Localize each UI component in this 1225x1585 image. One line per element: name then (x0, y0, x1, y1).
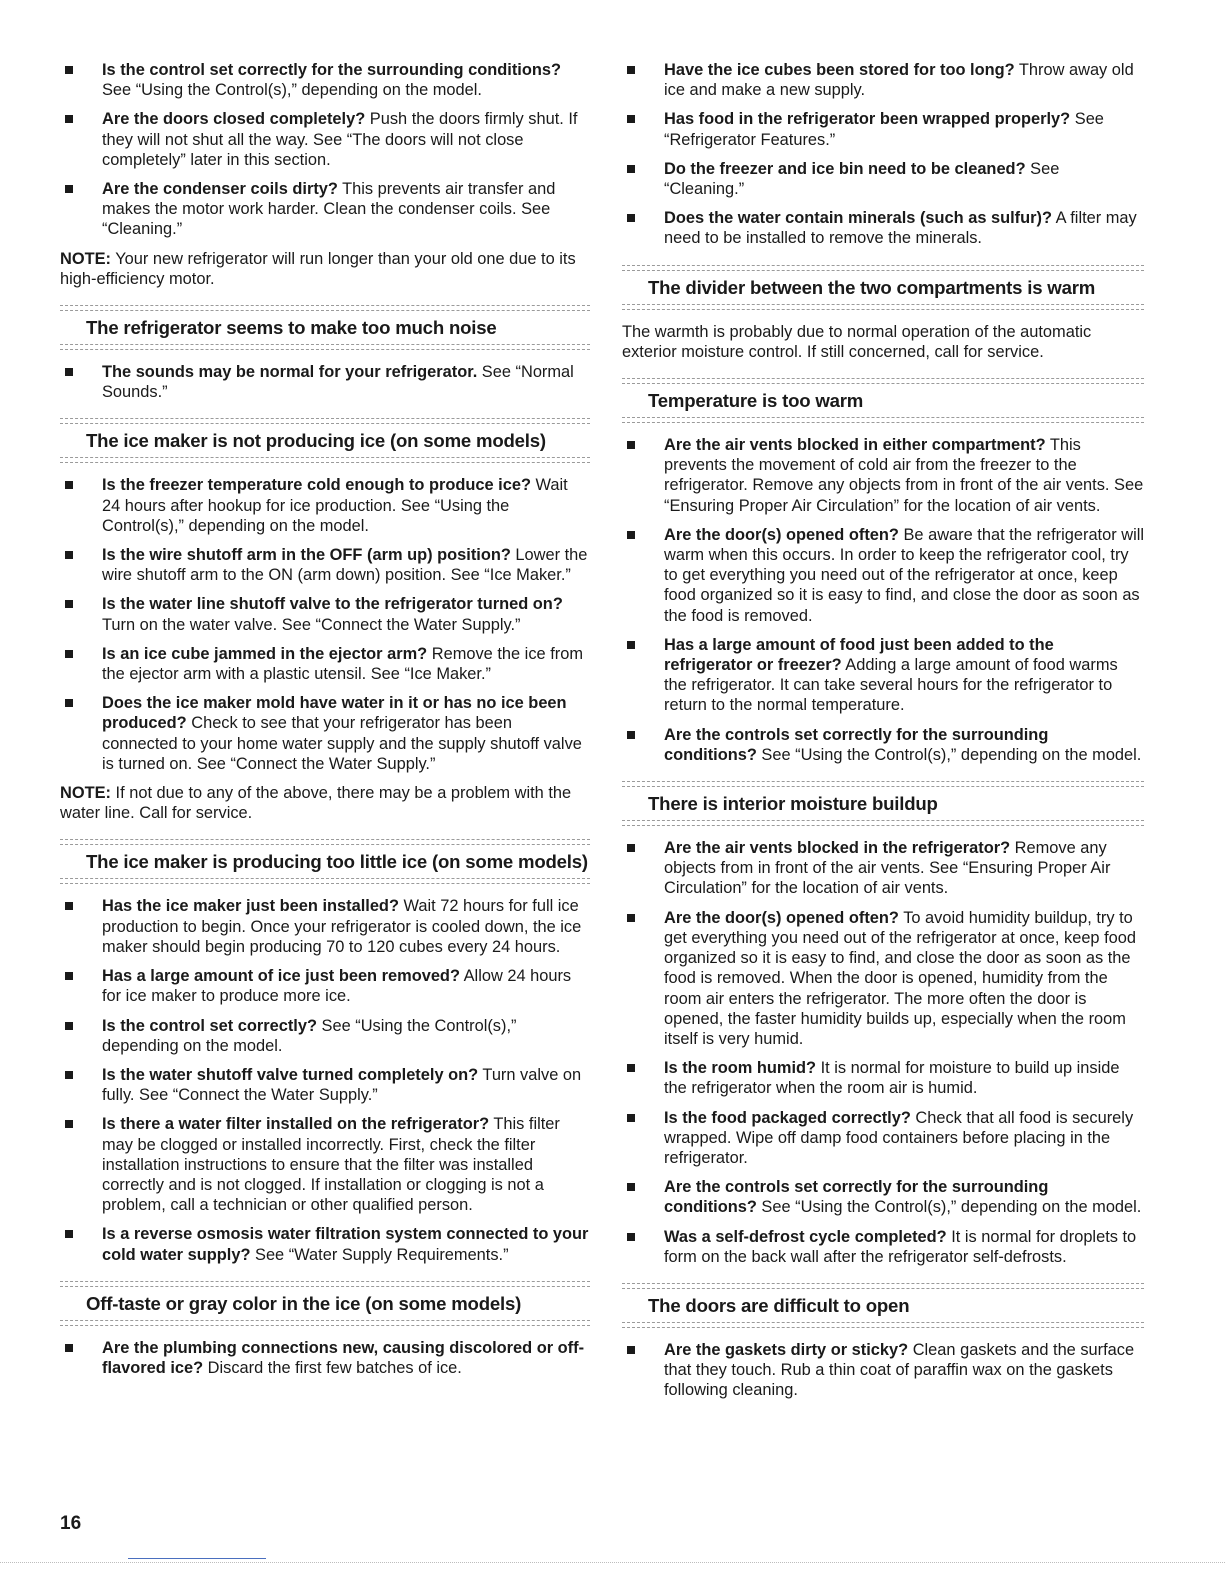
heading-text: Off-taste or gray color in the ice (on some models) (86, 1292, 522, 1314)
bullet-list (622, 838, 1144, 1267)
answer-text: Allow 24 hours for ice maker to produce more ice. (102, 967, 572, 1006)
square-bullet-icon (65, 1344, 73, 1352)
answer-text: See “Using the Control(s),” depending on the model. (102, 1016, 517, 1055)
list-item (60, 1338, 590, 1378)
question-text: Is the control set correctly? (102, 1016, 317, 1035)
answer-text: Push the doors firmly shut. If they will not shut all the way. See “The doors will not close completely” later in this section. (102, 110, 578, 169)
answer-text: Discard the first few batches of ice. (203, 1358, 462, 1377)
answer-text: Wait 72 hours for full ice production to begin. Once your refrigerator is cooled down, the ice maker should begin producing 70 to 120 cubes every 24 hours. (102, 897, 582, 956)
square-bullet-icon (65, 902, 73, 910)
question-text: Are the air vents blocked in the refrigerator? (664, 839, 1011, 858)
square-bullet-icon (65, 972, 73, 980)
divider-rule (60, 878, 590, 884)
bullet-list (622, 60, 1144, 249)
square-bullet-icon (627, 844, 635, 852)
square-bullet-icon (627, 165, 635, 173)
question-text: Is the room humid? (664, 1059, 817, 1078)
list-item (60, 1114, 590, 1215)
square-bullet-icon (65, 650, 73, 658)
heading-text: The divider between the two compartments is warm (648, 276, 1096, 298)
square-bullet-icon (627, 1114, 635, 1122)
bottom-rule (0, 1562, 1225, 1563)
list-item (622, 725, 1144, 765)
bullet-list (60, 896, 590, 1264)
bullet-list (60, 475, 590, 774)
list-item (622, 109, 1144, 149)
section-heading (60, 839, 590, 884)
answer-text: This prevents air transfer and makes the motor work harder. Clean the condenser coils. See “Cleaning.” (102, 180, 556, 239)
question-text: Is the water shutoff valve turned completely on? (102, 1065, 479, 1084)
bullet-list (622, 435, 1144, 765)
question-text: Does the water contain minerals (such as sulfur)? (664, 209, 1053, 228)
divider-rule (622, 417, 1144, 423)
answer-text: Be aware that the refrigerator will warm when this occurs. In order to keep the refrigerator cool, try to get everything you need out of the refrigerator at once, keep food organized so it is easy to find, and close the door as soon as the food is removed. (664, 525, 1144, 625)
square-bullet-icon (627, 1346, 635, 1354)
square-bullet-icon (627, 66, 635, 74)
answer-text: It is normal for moisture to build up inside the refrigerator when the room air is humid. (664, 1059, 1120, 1098)
question-text: Are the door(s) opened often? (664, 908, 899, 927)
answer-text: Clean gaskets and the surface that they touch. Rub a thin coat of paraffin wax on the gaskets following cleaning. (664, 1340, 1135, 1400)
question-text: Is the wire shutoff arm in the OFF (arm up) position? (102, 546, 511, 565)
list-item (622, 1108, 1144, 1169)
note-text: Your new refrigerator will run longer than your old one due to its high-efficiency motor. (60, 249, 576, 288)
answer-text: See “Water Supply Requirements.” (250, 1245, 509, 1264)
section-heading (60, 418, 590, 463)
question-text: Are the doors closed completely? (102, 110, 366, 129)
square-bullet-icon (627, 1183, 635, 1191)
answer-text: See “Refrigerator Features.” (664, 110, 1104, 149)
question-text: Are the controls set correctly for the surrounding conditions? (664, 1178, 1049, 1217)
question-text: The sounds may be normal for your refrigerator. (102, 363, 478, 382)
list-item (60, 1065, 590, 1105)
square-bullet-icon (65, 551, 73, 559)
list-item (60, 644, 590, 684)
heading-text: The ice maker is producing too little ice (on some models) (86, 851, 588, 873)
square-bullet-icon (627, 731, 635, 739)
question-text: Is there a water filter installed on the refrigerator? (102, 1115, 490, 1134)
answer-text: To avoid humidity buildup, try to get everything you need out of the refrigerator at once, keep food organized so it is easy to find, and close the door as soon as the food is removed. When the door is opened, humidity from the room air enters the refrigerator. The more often the door is opened, the faster humidity builds up, especially when the room itself is very humid. (664, 908, 1136, 1048)
list-item (622, 1340, 1144, 1401)
section-heading (622, 1283, 1144, 1328)
list-item (60, 545, 590, 585)
square-bullet-icon (627, 914, 635, 922)
list-item (622, 908, 1144, 1049)
bullet-list (60, 60, 590, 240)
heading-text: The ice maker is not producing ice (on some models) (86, 430, 546, 452)
list-item (60, 362, 590, 402)
square-bullet-icon (65, 66, 73, 74)
list-item (622, 159, 1144, 199)
list-item (622, 838, 1144, 899)
answer-text: It is normal for droplets to form on the back wall after the refrigerator self-defrosts. (664, 1227, 1137, 1266)
body-paragraph: The warmth is probably due to normal operation of the automatic exterior moisture control. If still concerned, call for service. (622, 322, 1092, 361)
question-text: Was a self-defrost cycle completed? (664, 1227, 947, 1246)
heading-text: The refrigerator seems to make too much noise (86, 317, 497, 339)
divider-rule (622, 820, 1144, 826)
list-item (622, 435, 1144, 516)
list-item (622, 1227, 1144, 1267)
square-bullet-icon (65, 1120, 73, 1128)
section-heading (622, 781, 1144, 826)
square-bullet-icon (627, 115, 635, 123)
answer-text: Remove any objects from in front of the air vents. See “Ensuring Proper Air Circulation” for the location of air vents. (664, 839, 1111, 898)
left-column (60, 60, 590, 1387)
square-bullet-icon (65, 600, 73, 608)
bullet-list (622, 1340, 1144, 1401)
list-item (622, 1058, 1144, 1098)
answer-text: See “Normal Sounds.” (102, 363, 574, 402)
section-heading (60, 1281, 590, 1326)
question-text: Has food in the refrigerator been wrapped properly? (664, 110, 1071, 129)
answer-text: See “Cleaning.” (664, 159, 1060, 199)
question-text: Is an ice cube jammed in the ejector arm? (102, 644, 428, 663)
heading-text: There is interior moisture buildup (648, 793, 938, 815)
question-text: Has a large amount of food just been added to the refrigerator or freezer? (664, 635, 1054, 675)
answer-text: Remove the ice from the ejector arm with a plastic utensil. See “Ice Maker.” (102, 644, 583, 684)
answer-text: A filter may need to be installed to remove the minerals. (664, 209, 1137, 248)
note-label: NOTE: (60, 784, 111, 803)
section-heading (622, 378, 1144, 423)
question-text: Have the ice cubes been stored for too long? (664, 61, 1015, 79)
divider-rule (60, 344, 590, 350)
answer-text: This filter may be clogged or installed incorrectly. First, check the filter installation instructions to ensure that the filter was installed correctly and is not clogged. If installation or clogging is not a problem, call a technician or other qualified person. (102, 1115, 560, 1215)
list-item (60, 594, 590, 634)
answer-text: See “Using the Control(s),” depending on the model. (756, 1198, 1142, 1217)
question-text: Is the freezer temperature cold enough to produce ice? (102, 476, 531, 495)
question-text: Is the water line shutoff valve to the refrigerator turned on? (102, 595, 563, 614)
square-bullet-icon (65, 368, 73, 376)
list-item (60, 693, 590, 774)
square-bullet-icon (65, 1230, 73, 1238)
question-text: Is the control set correctly for the surrounding conditions? (102, 61, 561, 79)
question-text: Is the food packaged correctly? (664, 1108, 911, 1127)
square-bullet-icon (627, 441, 635, 449)
question-text: Has the ice maker just been installed? (102, 897, 399, 916)
list-item (60, 896, 590, 957)
bullet-list (60, 1338, 590, 1378)
list-item (622, 60, 1144, 100)
list-item (622, 208, 1144, 248)
heading-text: Temperature is too warm (648, 390, 864, 412)
square-bullet-icon (627, 531, 635, 539)
answer-text: Turn valve on fully. See “Connect the Water Supply.” (102, 1065, 582, 1105)
heading-text: The doors are difficult to open (648, 1294, 910, 1316)
list-item (60, 109, 590, 170)
question-text: Are the door(s) opened often? (664, 525, 899, 544)
divider-rule (60, 457, 590, 463)
square-bullet-icon (65, 699, 73, 707)
right-column (622, 60, 1144, 1410)
square-bullet-icon (627, 1233, 635, 1241)
question-text: Does the ice maker mold have water in it or has no ice been produced? (102, 694, 567, 733)
square-bullet-icon (65, 481, 73, 489)
question-text: Is a reverse osmosis water filtration system connected to your cold water supply? (102, 1225, 589, 1264)
answer-text: Turn on the water valve. See “Connect the Water Supply.” (102, 615, 521, 634)
square-bullet-icon (627, 641, 635, 649)
answer-text: Wait 24 hours after hookup for ice production. See “Using the Control(s),” depending on the model. (102, 476, 568, 535)
answer-text: See “Using the Control(s),” depending on the model. (756, 745, 1142, 764)
list-item (60, 1016, 590, 1056)
footer-link-underline (128, 1558, 266, 1559)
question-text: Are the condenser coils dirty? (102, 180, 338, 199)
square-bullet-icon (65, 115, 73, 123)
list-item (60, 179, 590, 240)
section-heading (622, 265, 1144, 310)
square-bullet-icon (65, 1022, 73, 1030)
note (60, 249, 590, 289)
answer-text: This prevents the movement of cold air from the freezer to the refrigerator. Remove any objects from in front of the air vents. See “Ensuring Proper Air Circulation” for the location of air vents. (664, 436, 1144, 515)
note-label: NOTE: (60, 249, 111, 268)
section-heading (60, 305, 590, 350)
list-item (622, 1177, 1144, 1217)
divider-rule (622, 1322, 1144, 1328)
divider-rule (622, 304, 1144, 310)
question-text: Are the controls set correctly for the surrounding conditions? (664, 725, 1049, 764)
list-item (60, 475, 590, 536)
question-text: Are the plumbing connections new, causing discolored or off-flavored ice? (102, 1338, 585, 1377)
question-text: Has a large amount of ice just been removed? (102, 967, 460, 986)
page-number: 16 (60, 1513, 82, 1534)
square-bullet-icon (65, 185, 73, 193)
answer-text: Check that all food is securely wrapped. Wipe off damp food containers before placing in the refrigerator. (664, 1108, 1134, 1167)
list-item (622, 525, 1144, 626)
answer-text: Adding a large amount of food warms the refrigerator. It can take several hours for the refrigerator to return to the normal temperature. (664, 656, 1118, 715)
answer-text: Check to see that your refrigerator has been connected to your home water supply and the supply shutoff valve is turned on. See “Connect the Water Supply.” (102, 714, 582, 773)
list-item (622, 635, 1144, 716)
question-text: Are the gaskets dirty or sticky? (664, 1340, 909, 1359)
question-text: Are the air vents blocked in either compartment? (664, 436, 1046, 455)
square-bullet-icon (627, 1064, 635, 1072)
answer-text: Lower the wire shutoff arm to the ON (arm down) position. See “Ice Maker.” (102, 546, 588, 585)
answer-text: See “Using the Control(s),” depending on the model. (102, 81, 482, 100)
square-bullet-icon (65, 1071, 73, 1079)
note-text: If not due to any of the above, there may be a problem with the water line. Call for service. (60, 784, 572, 823)
list-item (60, 60, 590, 100)
question-text: Do the freezer and ice bin need to be cleaned? (664, 159, 1026, 178)
note (60, 783, 590, 823)
list-item (60, 966, 590, 1006)
bullet-list (60, 362, 590, 402)
answer-text: Throw away old ice and make a new supply. (664, 61, 1134, 100)
square-bullet-icon (627, 214, 635, 222)
divider-rule (60, 1320, 590, 1326)
list-item (60, 1224, 590, 1264)
